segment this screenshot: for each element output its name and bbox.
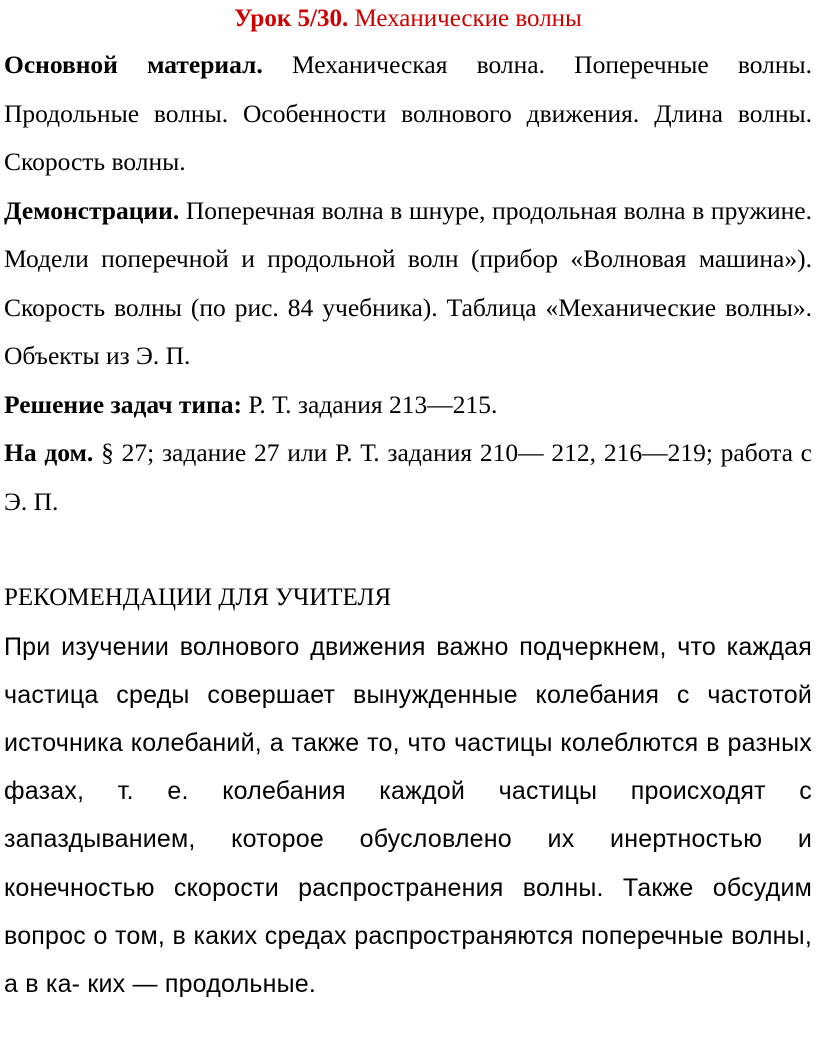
- recommendations-heading: РЕКОМЕНДАЦИИ ДЛЯ УЧИТЕЛЯ: [4, 584, 392, 611]
- homework-paragraph: [4, 429, 812, 526]
- main-material-label: Основной материал.: [4, 50, 263, 79]
- main-material-text: Механическая волна. Поперечные волны. Продольные волны. Особенности волнового движения. Длина волны. Скорость волны.: [4, 50, 813, 176]
- main-material-paragraph: [4, 41, 812, 187]
- problem-solving-label: Решение задач типа:: [4, 389, 243, 419]
- recommendations-text: При изучении волнового движения важно подчеркнем, что каждая частица среды совершает вынужденные колебания с частотой источника колебаний, а также то, что частицы колеблются в разных фазах, т. е. колебания каждой частицы происходят с запаздыванием, которое обусловлено их инертностью и конечностью скорости распространения волны. Также обсудим вопрос о том, в каких средах распространяются поперечные волны, а в ка- ких — продольные.: [4, 632, 812, 998]
- demonstrations-paragraph: [4, 187, 812, 381]
- lesson-title-number: Урок 5/30.: [234, 5, 349, 32]
- problem-solving-text: Р. Т. задания 213—215.: [248, 389, 498, 419]
- demonstrations-text: Поперечная волна в шнуре, продольная волна в пружине. Модели поперечной и продольной волн (прибор «Волновая машина»). Скорость волны (по рис. 84 учебника). Таблица «Механические волны». Объекты из Э. П.: [4, 195, 812, 370]
- homework-label: На дом.: [4, 438, 94, 467]
- problem-solving-paragraph: [4, 381, 812, 430]
- demonstrations-label: Демонстрации.: [4, 195, 180, 225]
- lesson-title: [4, 2, 812, 36]
- lesson-title-topic-text: Механические волны: [354, 5, 582, 32]
- section-spacer: [4, 526, 812, 574]
- homework-text: § 27; задание 27 или Р. Т. задания 210— 212, 216—219; работа с Э. П.: [4, 438, 812, 516]
